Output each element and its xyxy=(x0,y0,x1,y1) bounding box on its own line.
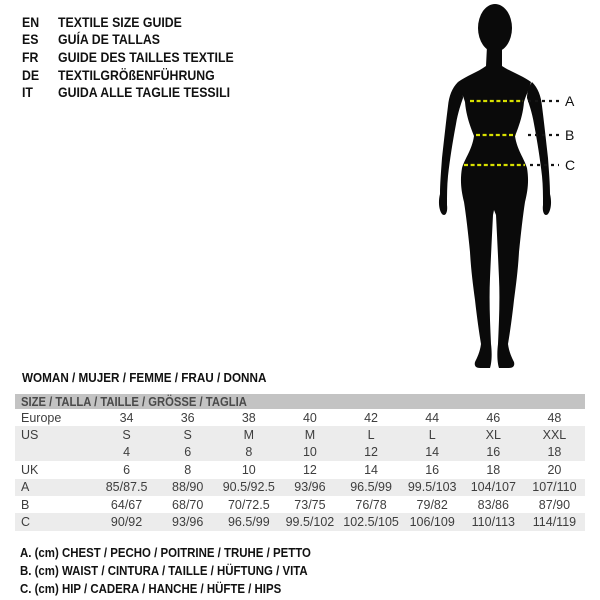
table-cell: M xyxy=(304,428,316,443)
table-cell: L xyxy=(428,428,436,443)
table-cell: 34 xyxy=(119,410,134,425)
language-list xyxy=(22,13,258,101)
measure-label-a: A xyxy=(565,93,575,109)
table-cell: S xyxy=(122,428,131,443)
table-cell: 114/119 xyxy=(532,515,577,530)
table-header-text: SIZE / TALLA / TAILLE / GRÖSSE / TAGLIA xyxy=(21,394,247,409)
language-row xyxy=(22,66,258,84)
category-title xyxy=(22,370,294,385)
silhouette-left-arm xyxy=(439,82,463,215)
language-label: TEXTILGRÖßENFÜHRUNG xyxy=(58,66,215,83)
language-code: FR xyxy=(22,48,39,65)
table-row xyxy=(15,426,585,443)
silhouette-torso-legs xyxy=(458,46,531,368)
table-cell: S xyxy=(183,428,192,443)
table-cell: 10 xyxy=(241,462,256,477)
legend-line: A. (cm) CHEST / PECHO / POITRINE / TRUHE / PETTO xyxy=(20,545,311,561)
table-cell: 6 xyxy=(123,462,131,477)
table-row-label: C xyxy=(21,515,31,530)
legend xyxy=(20,544,351,597)
table-cell: 18 xyxy=(486,462,501,477)
table-row xyxy=(15,513,585,530)
table-row xyxy=(15,461,585,478)
language-code: DE xyxy=(22,66,40,83)
table-cell: 16 xyxy=(486,445,501,460)
table-cell: 106/109 xyxy=(409,515,455,530)
language-label: TEXTILE SIZE GUIDE xyxy=(58,13,182,30)
language-label: GUIDE DES TAILLES TEXTILE xyxy=(58,48,234,65)
table-cell: 99.5/103 xyxy=(407,480,457,495)
table-cell: 88/90 xyxy=(172,480,204,495)
table-cell: 68/70 xyxy=(172,497,204,512)
table-row-label: B xyxy=(21,497,30,512)
woman-figure xyxy=(430,0,600,380)
measure-labels xyxy=(565,93,575,173)
table-cell: 99.5/102 xyxy=(285,515,335,530)
silhouette-head xyxy=(478,4,512,52)
table-row-label: A xyxy=(21,480,30,495)
table-cell: 18 xyxy=(547,445,562,460)
language-code: EN xyxy=(22,13,40,30)
table-cell: 73/75 xyxy=(294,497,326,512)
table-cell: 42 xyxy=(364,410,379,425)
table-cell: 104/107 xyxy=(470,480,516,495)
legend-line: B. (cm) WAIST / CINTURA / TAILLE / HÜFTUNG / VITA xyxy=(20,563,308,579)
table-row xyxy=(15,409,585,426)
table-header-bar xyxy=(15,394,585,409)
table-cell: 76/78 xyxy=(355,497,387,512)
legend-line: C. (cm) HIP / CADERA / HANCHE / HÜFTE / HIPS xyxy=(20,580,282,596)
table-row xyxy=(15,444,585,461)
table-row-label: Europe xyxy=(21,410,62,425)
measure-label-c: C xyxy=(565,157,576,173)
table-cell: 93/96 xyxy=(294,480,326,495)
size-table xyxy=(15,394,585,531)
language-row xyxy=(22,13,258,31)
size-table-body xyxy=(15,409,585,531)
language-label: GUÍA DE TALLAS xyxy=(58,31,160,48)
table-cell: 96.5/99 xyxy=(227,515,270,530)
table-cell: 14 xyxy=(425,445,440,460)
table-cell: 110/113 xyxy=(471,515,515,530)
table-cell: 36 xyxy=(180,410,195,425)
table-cell: XL xyxy=(485,428,501,443)
table-cell: 10 xyxy=(302,445,317,460)
table-cell: 6 xyxy=(184,445,192,460)
table-cell: 12 xyxy=(302,462,317,477)
table-row-label: UK xyxy=(21,462,39,477)
table-cell: 83/86 xyxy=(477,497,509,512)
table-cell: 8 xyxy=(184,462,192,477)
table-cell: 4 xyxy=(123,445,131,460)
language-row xyxy=(22,83,258,101)
table-row-label: US xyxy=(21,428,39,443)
table-row xyxy=(15,479,585,496)
measure-label-b: B xyxy=(565,127,575,143)
table-cell: 102.5/105 xyxy=(343,515,399,530)
table-cell: 87/90 xyxy=(538,497,571,512)
table-cell: 79/82 xyxy=(416,497,448,512)
language-code: ES xyxy=(22,31,39,48)
table-cell: 90/92 xyxy=(110,515,143,530)
table-cell: 48 xyxy=(547,410,562,425)
table-cell: 12 xyxy=(364,445,379,460)
table-cell: 85/87.5 xyxy=(105,480,148,495)
table-cell: 93/96 xyxy=(172,515,204,530)
table-cell: 46 xyxy=(486,410,501,425)
table-cell: 70/72.5 xyxy=(227,497,270,512)
table-cell: 40 xyxy=(302,410,317,425)
table-cell: M xyxy=(243,428,255,443)
table-cell: 20 xyxy=(547,462,562,477)
table-cell: 14 xyxy=(364,462,379,477)
language-label: GUIDA ALLE TAGLIE TESSILI xyxy=(58,84,231,101)
category-title-text: WOMAN / MUJER / FEMME / FRAU / DONNA xyxy=(22,370,267,385)
table-cell: XXL xyxy=(542,428,567,443)
table-cell: 64/67 xyxy=(110,497,143,512)
table-cell: 96.5/99 xyxy=(350,480,392,495)
table-cell: L xyxy=(367,428,375,443)
table-cell: 16 xyxy=(425,462,440,477)
table-row xyxy=(15,496,585,513)
table-cell: 90.5/92.5 xyxy=(222,480,275,495)
language-row xyxy=(22,48,258,66)
table-cell: 38 xyxy=(241,410,256,425)
language-row xyxy=(22,31,258,49)
language-code: IT xyxy=(22,84,33,101)
table-cell: 107/110 xyxy=(532,480,577,495)
table-cell: 44 xyxy=(425,410,440,425)
table-cell: 8 xyxy=(245,445,253,460)
silhouette-group xyxy=(439,4,551,368)
woman-silhouette-svg xyxy=(430,0,600,380)
